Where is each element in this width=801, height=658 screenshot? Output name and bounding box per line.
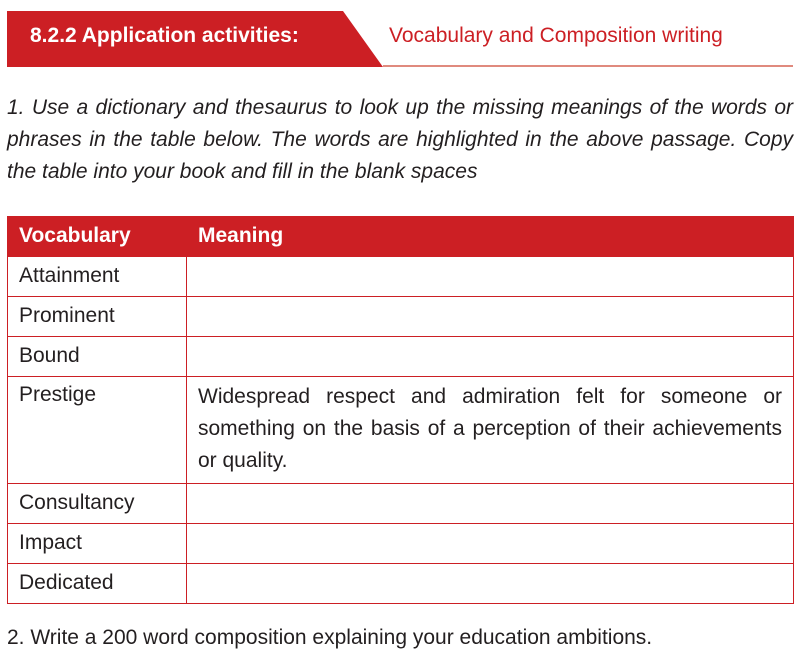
meaning-cell: Widespread respect and admiration felt for someone or something on the basis of a perception of their achievements or quality. <box>187 376 794 483</box>
section-subtitle: Vocabulary and Composition writing <box>389 24 723 47</box>
table-row <box>8 483 794 523</box>
table-row <box>8 376 794 483</box>
instruction-2: 2. Write a 200 word composition explaining your education ambitions. <box>7 626 653 649</box>
table-row <box>8 523 794 563</box>
vocabulary-cell: Prominent <box>8 296 187 336</box>
header-divider <box>383 65 793 67</box>
meaning-cell <box>187 563 794 603</box>
column-header-meaning: Meaning <box>187 216 794 256</box>
vocabulary-cell: Impact <box>8 523 187 563</box>
vocabulary-cell: Bound <box>8 336 187 376</box>
section-label: 8.2.2 Application activities: <box>30 24 299 47</box>
table-row <box>8 256 794 296</box>
vocabulary-table <box>7 216 794 604</box>
table-row <box>8 336 794 376</box>
table-header-row <box>8 216 794 256</box>
vocabulary-cell: Dedicated <box>8 563 187 603</box>
vocabulary-cell: Attainment <box>8 256 187 296</box>
meaning-cell <box>187 256 794 296</box>
meaning-cell <box>187 483 794 523</box>
table-row <box>8 296 794 336</box>
table-row <box>8 563 794 603</box>
vocabulary-cell: Prestige <box>8 376 187 483</box>
meaning-cell <box>187 336 794 376</box>
instruction-1: 1. Use a dictionary and thesaurus to look up the missing meanings of the words or phrases in the table below. The words are highlighted in the above passage. Copy the table into your book and fill in the blank spaces <box>7 96 793 183</box>
meaning-cell <box>187 523 794 563</box>
column-header-vocabulary: Vocabulary <box>8 216 187 256</box>
vocabulary-cell: Consultancy <box>8 483 187 523</box>
section-header <box>7 11 793 67</box>
meaning-cell <box>187 296 794 336</box>
